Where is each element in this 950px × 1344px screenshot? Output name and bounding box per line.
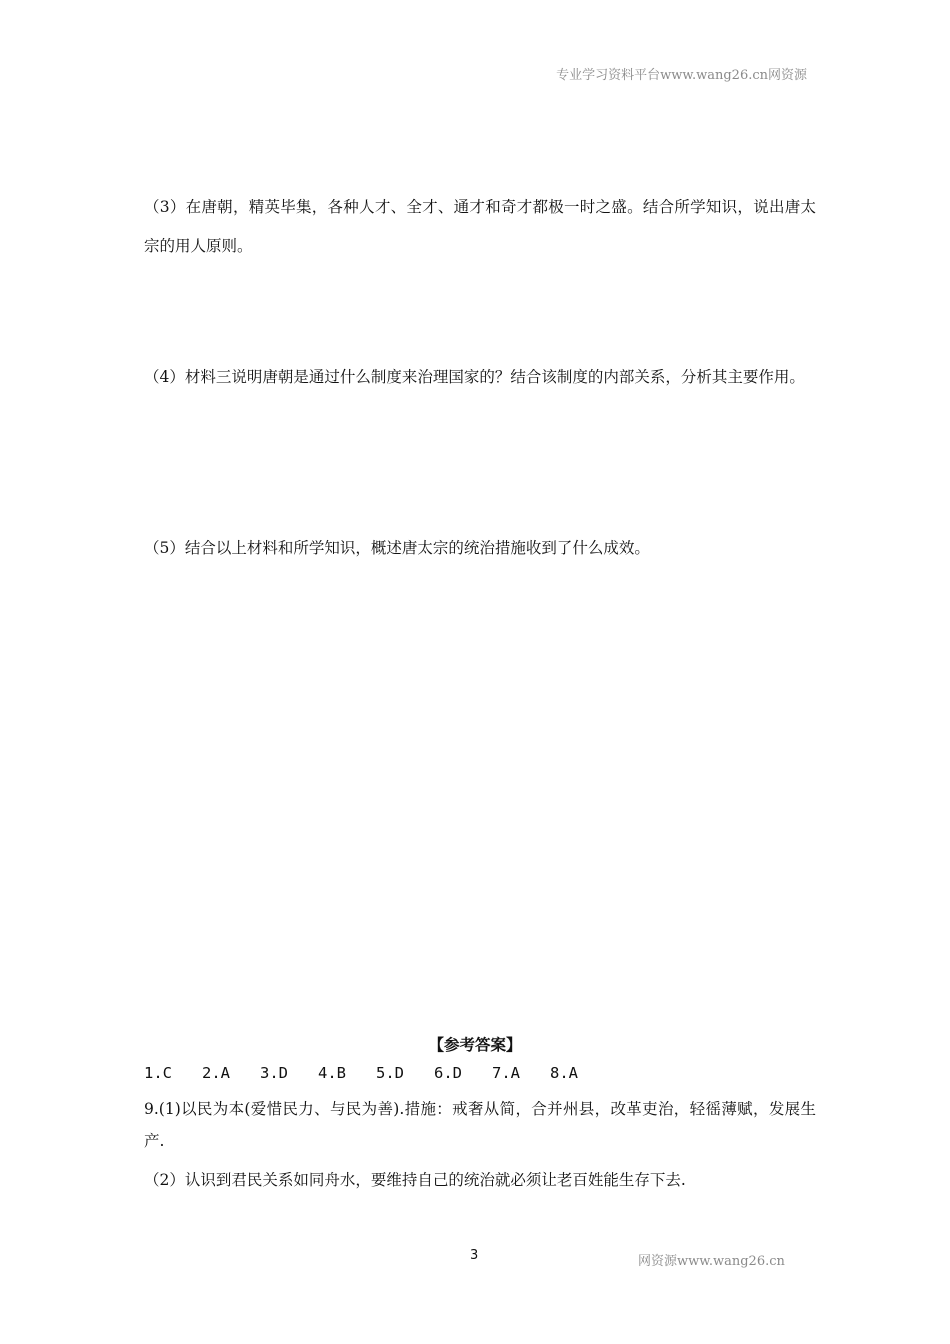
answer-key-title: 【参考答案】 — [428, 1035, 522, 1054]
choice-answer: 8.A — [550, 1064, 578, 1082]
question-5: （5）结合以上材料和所学知识，概述唐太宗的统治措施收到了什么成效。 — [144, 539, 650, 557]
choice-answer: 3.D — [260, 1064, 288, 1082]
question-4: （4）材料三说明唐朝是通过什么制度来治理国家的？结合该制度的内部关系，分析其主要作用。 — [144, 368, 805, 386]
choice-answer: 7.A — [492, 1064, 520, 1082]
choice-answers-row — [144, 1064, 608, 1082]
answer-9-part-2: （2）认识到君民关系如同舟水，要维持自己的统治就必须让老百姓能生存下去. — [144, 1171, 686, 1189]
answer-9-part-1: 9.(1)以民为本(爱惜民力、与民为善).措施：戒奢从简，合并州县，改革吏治，轻徭薄赋，发展生产. — [144, 1100, 816, 1150]
question-3: （3）在唐朝，精英毕集，各种人才、全才、通才和奇才都极一时之盛。结合所学知识，说出唐太宗的用人原则。 — [144, 198, 816, 255]
header-watermark: 专业学习资料平台www.wang26.cn网资源 — [556, 68, 807, 83]
choice-answer: 6.D — [434, 1064, 462, 1082]
choice-answer: 4.B — [318, 1064, 346, 1082]
page-number: 3 — [470, 1248, 479, 1263]
footer-watermark: 网资源www.wang26.cn — [638, 1254, 785, 1269]
choice-answer: 1.C — [144, 1064, 172, 1082]
choice-answer: 2.A — [202, 1064, 230, 1082]
choice-answer: 5.D — [376, 1064, 404, 1082]
